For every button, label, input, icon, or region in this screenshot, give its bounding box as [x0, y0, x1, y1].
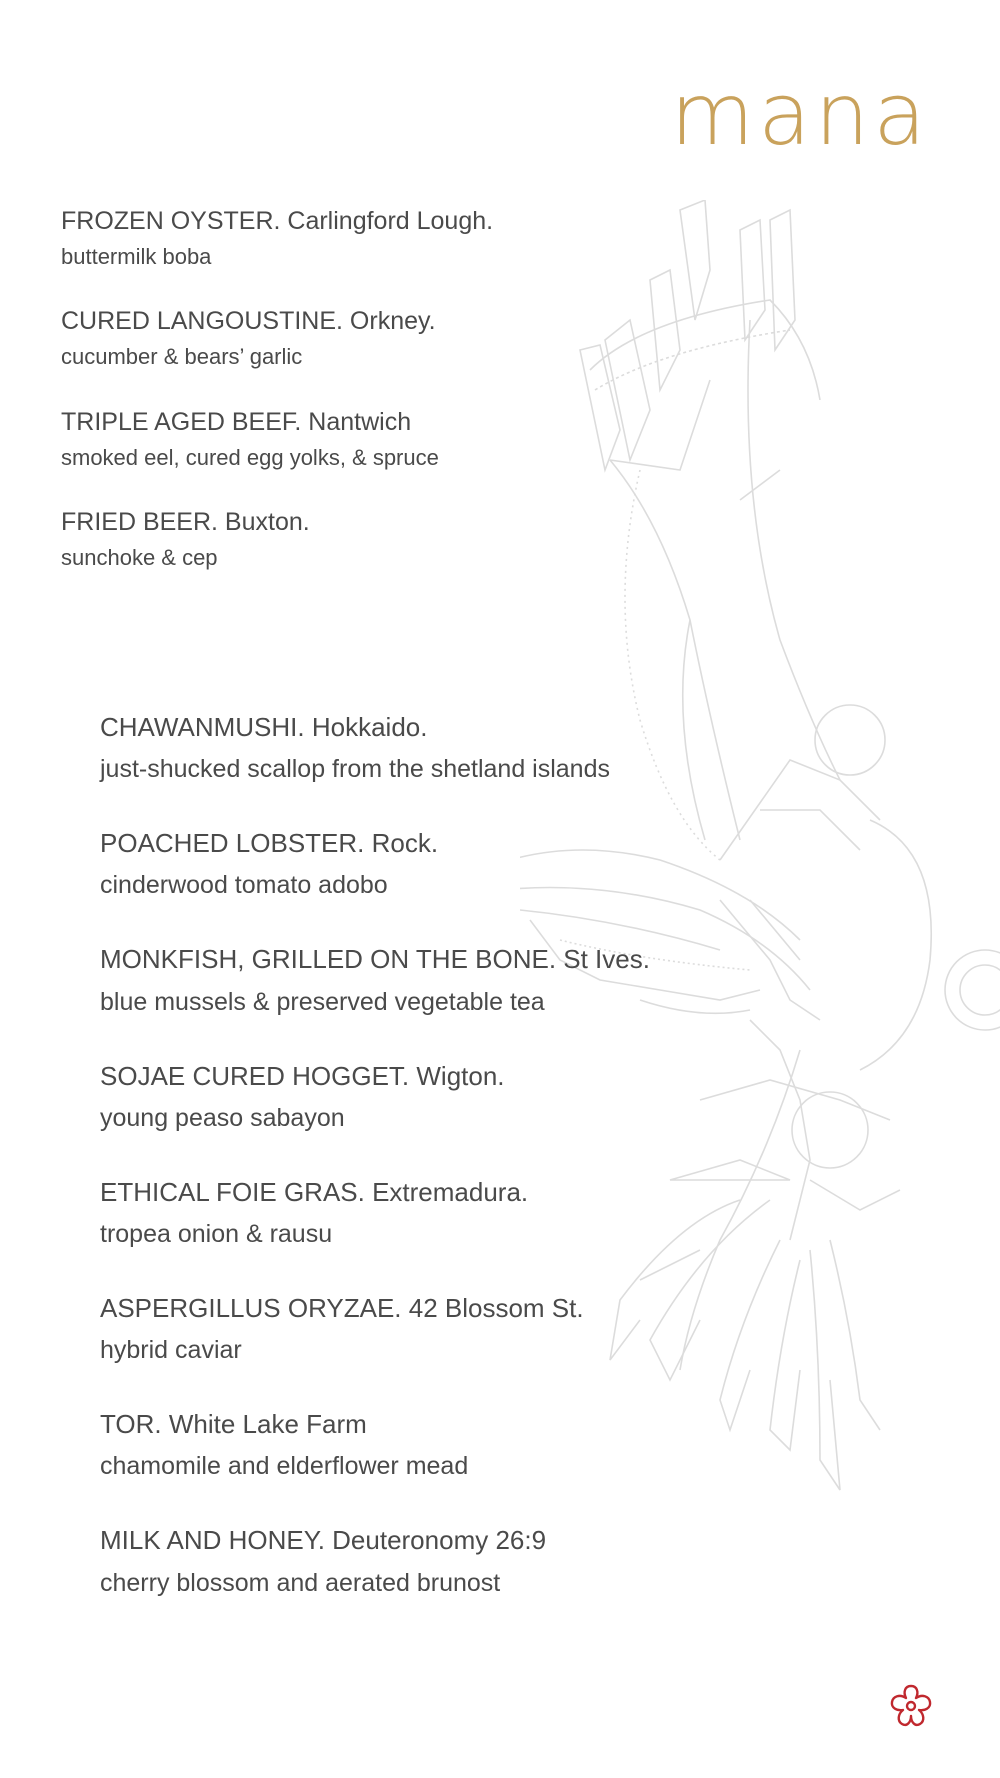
menu-section-courses: [100, 712, 650, 1642]
dish-item: [61, 306, 493, 370]
dish-item: [100, 1409, 650, 1481]
dish-title: TOR. White Lake Farm: [100, 1409, 367, 1440]
dish-title: ETHICAL FOIE GRAS. Extremadura.: [100, 1176, 529, 1207]
dish-description: buttermilk boba: [61, 244, 212, 269]
dish-title: FROZEN OYSTER. Carlingford Lough.: [61, 207, 494, 235]
dish-description: cucumber & bears’ garlic: [61, 344, 303, 370]
dish-title: SOJAE CURED HOGGET. Wigton.: [100, 1060, 505, 1091]
michelin-star-icon: [886, 1682, 936, 1732]
dish-title: MONKFISH, GRILLED ON THE BONE. St Ives.: [100, 944, 650, 975]
dish-title: FRIED BEER. Buxton.: [61, 508, 310, 537]
dish-description: cherry blossom and aerated brunost: [100, 1568, 501, 1597]
restaurant-logo: mana: [670, 65, 930, 165]
dish-title: CHAWANMUSHI. Hokkaido.: [100, 712, 428, 742]
dish-item: [100, 1177, 650, 1249]
dish-title: ASPERGILLUS ORYZAE. 42 Blossom St.: [100, 1292, 584, 1323]
dish-description: young peaso sabayon: [100, 1103, 345, 1132]
dish-description: just-shucked scallop from the shetland islands: [100, 755, 610, 784]
dish-description: sunchoke & cep: [61, 545, 218, 571]
dish-item: [61, 407, 493, 471]
dish-title: TRIPLE AGED BEEF. Nantwich: [61, 407, 412, 436]
dish-item: [100, 712, 650, 784]
dish-item: [100, 1061, 650, 1133]
dish-title: MILK AND HONEY. Deuteronomy 26:9: [100, 1525, 547, 1556]
menu-section-snacks: [61, 206, 493, 608]
dish-item: [100, 1293, 650, 1365]
dish-item: [61, 206, 493, 270]
dish-title: CURED LANGOUSTINE. Orkney.: [61, 307, 436, 336]
dish-description: blue mussels & preserved vegetable tea: [100, 987, 545, 1016]
dish-item: [100, 944, 650, 1016]
dish-description: smoked eel, cured egg yolks, & spruce: [61, 444, 439, 470]
dish-item: [100, 1525, 650, 1597]
dish-title: POACHED LOBSTER. Rock.: [100, 828, 439, 859]
dish-description: tropea onion & rausu: [100, 1219, 333, 1248]
dish-description: hybrid caviar: [100, 1336, 242, 1365]
dish-item: [61, 507, 493, 571]
dish-description: cinderwood tomato adobo: [100, 871, 388, 900]
dish-description: chamomile and elderflower mead: [100, 1452, 469, 1481]
dish-item: [100, 828, 650, 900]
